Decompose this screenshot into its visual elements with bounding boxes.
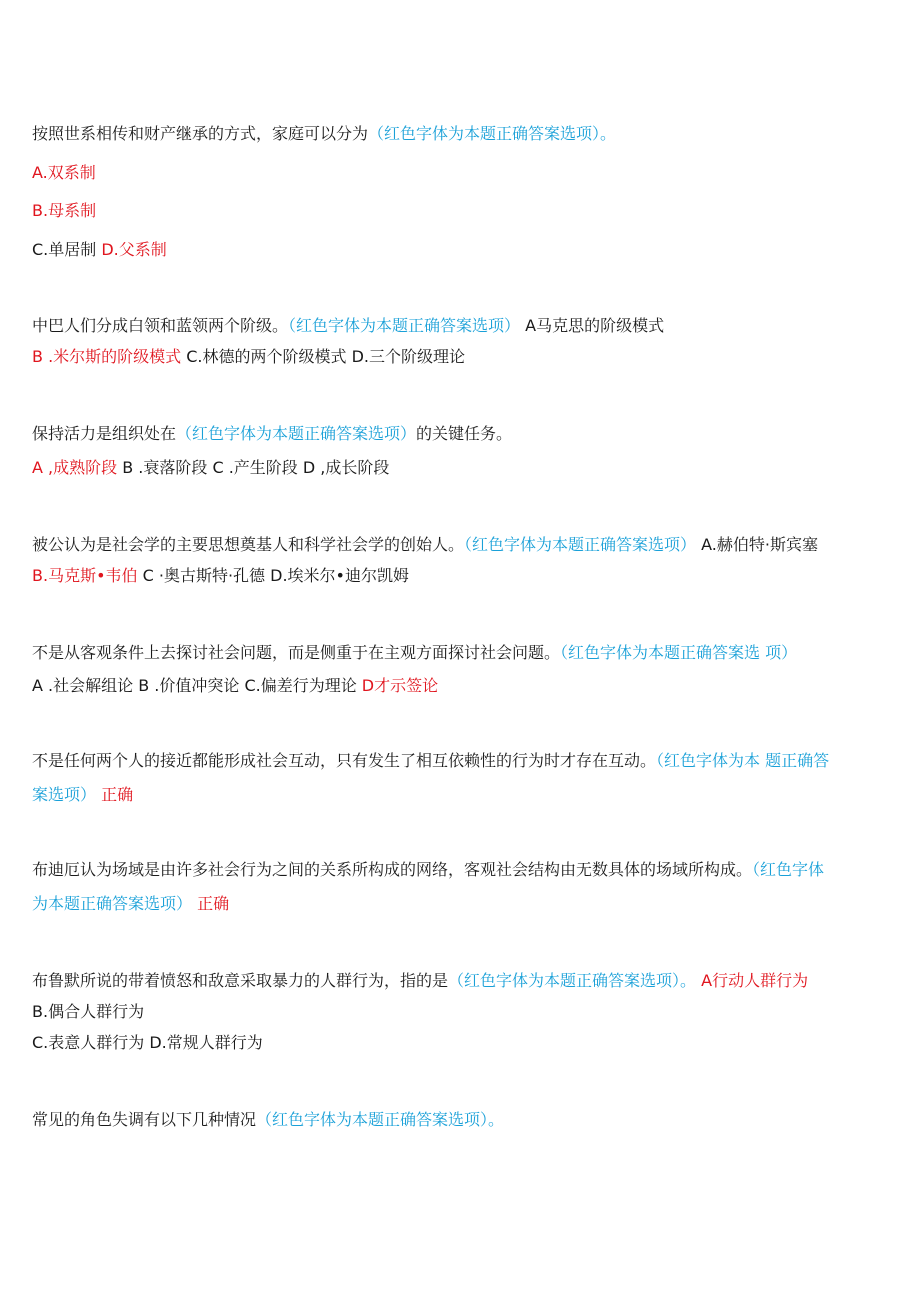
q7-hint-2: 为本题正确答案选项） bbox=[32, 894, 193, 913]
q8-option-b: B.偶合人群行为 bbox=[32, 1002, 145, 1021]
q6-hint-2: 案选项） bbox=[32, 785, 97, 804]
q6-answer: 正确 bbox=[96, 785, 134, 804]
q5-stem-line bbox=[32, 641, 797, 665]
q3-hint: （红色字体为本题正确答案选项） bbox=[176, 424, 417, 443]
q8-stem: 布鲁默所说的带着愤怒和敌意采取暴力的人群行为，指的是 bbox=[32, 971, 449, 990]
q4-stem-line bbox=[32, 533, 818, 557]
q1-stem-line bbox=[32, 122, 616, 146]
q3-option-bcd: B .衰落阶段 C .产生阶段 D ,成长阶段 bbox=[117, 458, 390, 477]
q8-option-cd: C.表意人群行为 D.常规人群行为 bbox=[32, 1033, 263, 1052]
q7-answer-line bbox=[32, 892, 229, 916]
q7-stem-line bbox=[32, 858, 824, 882]
q1-option-a: A.双系制 bbox=[32, 163, 96, 182]
q8-option-a: A行动人群行为 bbox=[696, 971, 809, 990]
q1-option-d: D.父系制 bbox=[101, 240, 167, 259]
q4-hint: （红色字体为本题正确答案选项） bbox=[464, 535, 697, 554]
q2-stem: 中巴人们分成白领和蓝领两个阶级。 bbox=[32, 316, 289, 335]
q5-options bbox=[32, 674, 438, 698]
q2-option-a: A马克思的阶级模式 bbox=[520, 316, 665, 335]
q1-options-cd bbox=[32, 238, 167, 262]
q9-hint: （红色字体为本题正确答案选项）。 bbox=[256, 1110, 505, 1129]
q2-option-cd: C.林德的两个阶级模式 D.三个阶级理论 bbox=[181, 347, 465, 366]
q6-hint-1: （红色字体为本 题正确答 bbox=[656, 751, 830, 770]
q4-option-b: B.马克斯•韦伯 bbox=[32, 566, 138, 585]
q1-hint: （红色字体为本题正确答案选项）。 bbox=[368, 124, 617, 143]
q2-stem-line bbox=[32, 314, 664, 338]
q7-stem: 布迪厄认为场域是由许多社会行为之间的关系所构成的网络，客观社会结构由无数具体的场域所构成。 bbox=[32, 860, 753, 879]
q6-answer-line bbox=[32, 783, 133, 807]
q4-stem: 被公认为是社会学的主要思想奠基人和科学社会学的创始人。 bbox=[32, 535, 465, 554]
q6-stem: 不是任何两个人的接近都能形成社会互动，只有发生了相互依赖性的行为时才存在互动。 bbox=[32, 751, 657, 770]
q3-option-a: A ,成熟阶段 bbox=[32, 458, 118, 477]
q1-stem: 按照世系相传和财产继承的方式，家庭可以分为 bbox=[32, 124, 369, 143]
q4-options-bcd bbox=[32, 564, 409, 588]
q5-stem: 不是从客观条件上去探讨社会问题，而是侧重于在主观方面探讨社会问题。 bbox=[32, 643, 561, 662]
q3-options bbox=[32, 456, 389, 480]
q8-stem-line bbox=[32, 969, 808, 993]
q2-option-b: B .米尔斯的阶级模式 bbox=[32, 347, 182, 366]
q7-hint-1: （红色字体 bbox=[752, 860, 825, 879]
q8-hint: （红色字体为本题正确答案选项）。 bbox=[448, 971, 697, 990]
q2-hint: （红色字体为本题正确答案选项） bbox=[288, 316, 521, 335]
q4-option-a: A.赫伯特·斯宾塞 bbox=[696, 535, 818, 554]
q5-option-abc: A .社会解组论 B .价值冲突论 C.偏差行为理论 bbox=[32, 676, 362, 695]
q4-option-cd: C ·奥古斯特·孔德 D.埃米尔•迪尔凯姆 bbox=[137, 566, 409, 585]
q6-stem-line bbox=[32, 749, 829, 773]
q3-stem-end: 的关键任务。 bbox=[416, 424, 513, 443]
q5-option-d: D才示签论 bbox=[361, 676, 439, 695]
q1-option-c: C.单居制 bbox=[32, 240, 102, 259]
q3-stem-line bbox=[32, 422, 512, 446]
q5-hint: （红色字体为本题正确答案选 项） bbox=[560, 643, 798, 662]
q1-option-b: B.母系制 bbox=[32, 201, 97, 220]
q7-answer: 正确 bbox=[192, 894, 230, 913]
q9-stem: 常见的角色失调有以下几种情况 bbox=[32, 1110, 257, 1129]
q3-stem: 保持活力是组织处在 bbox=[32, 424, 177, 443]
q9-stem-line bbox=[32, 1108, 504, 1132]
q2-options-bcd bbox=[32, 345, 465, 369]
